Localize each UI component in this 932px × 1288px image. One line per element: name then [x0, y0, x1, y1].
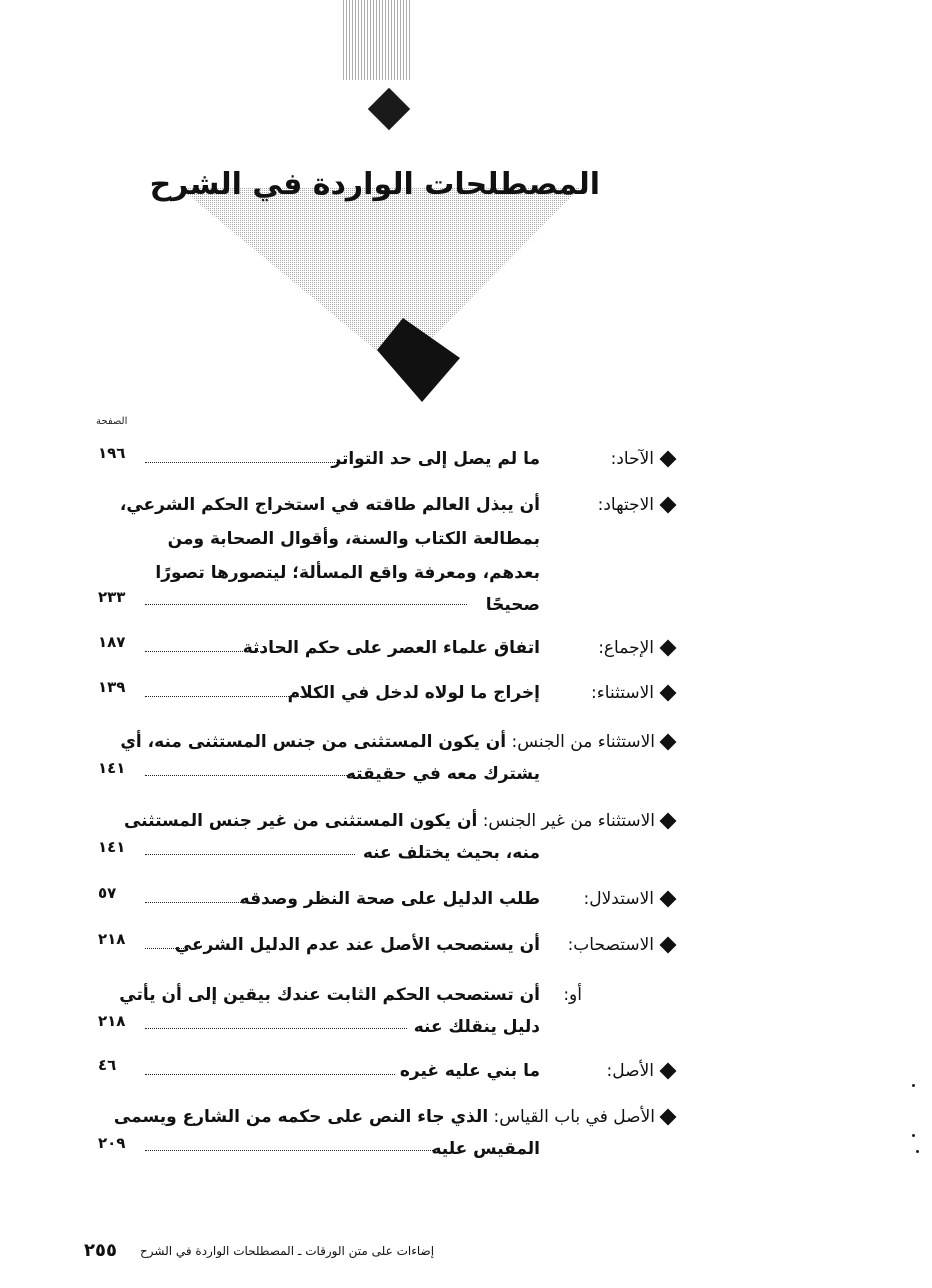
leader-dots	[145, 902, 257, 903]
leader-dots	[145, 1150, 435, 1151]
footer-page-number: ٢٥٥	[84, 1240, 117, 1261]
entry-definition-line: ما لم يصل إلى حد التواتر	[331, 449, 540, 469]
page-column-header: الصفحة	[96, 416, 128, 427]
diamond-bullet-icon	[660, 1063, 677, 1080]
entry-definition-line: طلب الدليل على صحة النظر وصدقه	[239, 889, 540, 909]
entry-definition-line: أن يستصحب الأصل عند عدم الدليل الشرعي	[174, 935, 540, 955]
entry-term: الاستثناء من غير الجنس:	[482, 811, 655, 831]
diamond-bullet-icon	[660, 497, 677, 514]
entry-page-number: ٥٧	[98, 884, 117, 902]
entry-page-number: ٤٦	[98, 1056, 117, 1074]
diamond-bullet-icon	[660, 640, 677, 657]
diamond-bullet-icon	[660, 451, 677, 468]
entry-term: الأصل:	[606, 1061, 654, 1081]
entry-definition-line: أن يبذل العالم طاقته في استخراج الحكم الشرعي،	[119, 495, 540, 515]
entry-first-line	[123, 806, 655, 836]
entry-definition-line: يشترك معه في حقيقته	[345, 764, 540, 784]
leader-dots	[145, 948, 200, 949]
leader-dots	[145, 775, 355, 776]
entry-term: الاستثناء:	[591, 683, 654, 703]
entry-term: الاستصحاب:	[567, 935, 654, 955]
entry-definition-line: بعدهم، ومعرفة واقع المسألة؛ ليتصورها تصورًا	[155, 563, 540, 583]
scan-speck	[912, 1134, 915, 1137]
entry-term: الاستدلال:	[583, 889, 654, 909]
diamond-bullet-icon	[660, 734, 677, 751]
entry-page-number: ٢٣٣	[98, 588, 126, 606]
entry-term: الأصل في باب القياس:	[493, 1107, 655, 1127]
entry-definition-line: منه، بحيث يختلف عنه	[362, 843, 540, 863]
scan-speck	[916, 1150, 919, 1153]
footer-running-title: إضاءات على متن الورقات ـ المصطلحات الواردة في الشرح	[140, 1244, 435, 1258]
entry-page-number: ١٤١	[98, 759, 126, 777]
entry-page-number: ١٩٦	[98, 444, 126, 462]
entry-page-number: ١٨٧	[98, 633, 126, 651]
entry-definition-line: أن يكون المستثنى من غير جنس المستثنى	[123, 811, 478, 831]
entry-first-line	[113, 1102, 655, 1132]
entry-page-number: ٢١٨	[98, 930, 126, 948]
diamond-bullet-icon	[660, 891, 677, 908]
entry-definition-line: إخراج ما لولاه لدخل في الكلام	[287, 683, 540, 703]
leader-dots	[145, 604, 467, 605]
entry-first-line	[120, 727, 655, 757]
leader-dots	[145, 1028, 407, 1029]
entry-definition-line: الذي جاء النص على حكمه من الشارع ويسمى	[113, 1107, 489, 1127]
diamond-bullet-icon	[660, 685, 677, 702]
leader-dots	[145, 651, 267, 652]
entry-page-number: ٢٠٩	[98, 1134, 126, 1152]
diamond-bullet-icon	[660, 1109, 677, 1126]
scan-speck	[912, 1084, 915, 1087]
leader-dots	[145, 462, 337, 463]
leader-dots	[145, 696, 303, 697]
entry-page-number: ١٣٩	[98, 678, 126, 696]
entry-definition-line: أن يكون المستثنى من جنس المستثنى منه، أي	[120, 732, 507, 752]
entry-term: الاستثناء من الجنس:	[511, 732, 655, 752]
entry-page-number: ١٤١	[98, 838, 126, 856]
entry-term: أو:	[563, 985, 582, 1005]
entry-term: الآحاد:	[610, 449, 654, 469]
entry-term: الاجتهاد:	[597, 495, 654, 515]
entry-definition-line: أن تستصحب الحكم الثابت عندك بيقين إلى أن يأتي	[119, 985, 540, 1005]
entry-definition-line: ما بني عليه غيره	[399, 1061, 540, 1081]
leader-dots	[145, 854, 355, 855]
entry-page-number: ٢١٨	[98, 1012, 126, 1030]
leader-dots	[145, 1074, 395, 1075]
entry-definition-line: صحيحًا	[485, 595, 540, 615]
entry-definition-line: اتفاق علماء العصر على حكم الحادثة	[242, 638, 540, 658]
entry-term: الإجماع:	[598, 638, 654, 658]
diamond-bullet-icon	[660, 813, 677, 830]
entry-definition-line: المقيس عليه	[431, 1139, 540, 1159]
entry-definition-line: بمطالعة الكتاب والسنة، وأقوال الصحابة ومن	[167, 529, 540, 549]
page-title: المصطلحات الواردة في الشرح	[149, 167, 600, 202]
entry-definition-line: دليل ينقلك عنه	[413, 1017, 540, 1037]
diamond-bullet-icon	[660, 937, 677, 954]
